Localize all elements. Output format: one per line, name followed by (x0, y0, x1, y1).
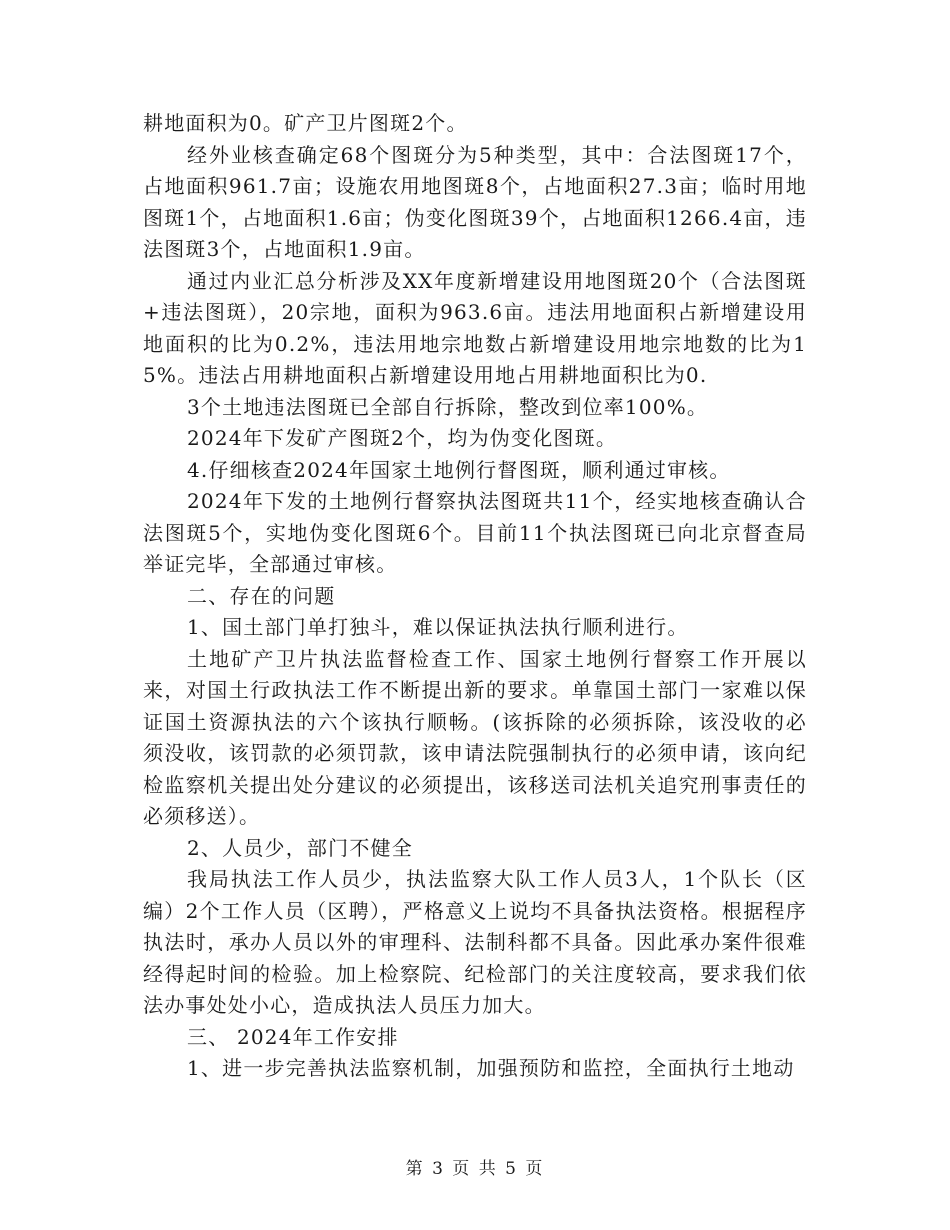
document-body (143, 108, 807, 1085)
subheading-2: 2、人员少，部门不健全 (187, 835, 413, 860)
paragraph-4: 3个土地违法图斑已全部自行拆除，整改到位率100%。 (187, 394, 709, 419)
section-heading-plan: 三、 2024年工作安排 (187, 1024, 399, 1049)
paragraph-1: 耕地面积为0。矿产卫片图斑2个。 (143, 111, 468, 135)
paragraph-10: 1、进一步完善执法监察机制，加强预防和监控，全面执行土地动 (187, 1056, 795, 1080)
paragraph-9: 我局执法工作人员少，执法监察大队工作人员3人，1个队长（区编）2个工作人员（区聘），严格意义上说均不具备执法资格。根据程序执法时，承办人员以外的审理科、法制科都不具备。因此承办案件很难经得起时间的检验。加上检察院、纪检部门的关注度较高，要求我们依法办事处处小心，造成执法人员压力加大。 (143, 867, 807, 1017)
section-heading-problems: 二、存在的问题 (187, 583, 336, 608)
paragraph-8: 土地矿产卫片执法监督检查工作、国家土地例行督察工作开展以来，对国土行政执法工作不断提出新的要求。单靠国土部门一家难以保证国土资源执法的六个该执行顺畅。(该拆除的必须拆除，该没收的必须没收，该罚款的必须罚款，该申请法院强制执行的必须申请，该向纪检监察机关提出处分建议的必须提出，该移送司法机关追究刑事责任的必须移送）。 (143, 646, 807, 828)
paragraph-2: 经外业核查确定68个图斑分为5种类型，其中：合法图斑17个，占地面积961.7亩；设施农用地图斑8个，占地面积27.3亩；临时用地图斑1个，占地面积1.6亩；伪变化图斑39个，占地面积1266.4亩，违法图斑3个，占地面积1.9亩。 (143, 142, 807, 261)
paragraph-3: 通过内业汇总分析涉及XX年度新增建设用地图斑20个（合法图斑+违法图斑），20宗地，面积为963.6亩。违法用地面积占新增建设用地面积的比为0.2%，违法用地宗地数占新增建设用地宗地数的比为15%。违法占用耕地面积占新增建设用地占用耕地面积比为0. (143, 268, 807, 387)
paragraph-7: 2024年下发的土地例行督察执法图斑共11个，经实地核查确认合法图斑5个，实地伪变化图斑6个。目前11个执法图斑已向北京督查局举证完毕，全部通过审核。 (143, 489, 807, 576)
paragraph-6: 4.仔细核查2024年国家土地例行督图斑，顺利通过审核。 (187, 457, 731, 482)
page-footer: 第 3 页 共 5 页 (405, 1159, 545, 1179)
paragraph-5: 2024年下发矿产图斑2个，均为伪变化图斑。 (187, 426, 618, 450)
subheading-1: 1、国土部门单打独斗，难以保证执法执行顺利进行。 (187, 615, 689, 639)
